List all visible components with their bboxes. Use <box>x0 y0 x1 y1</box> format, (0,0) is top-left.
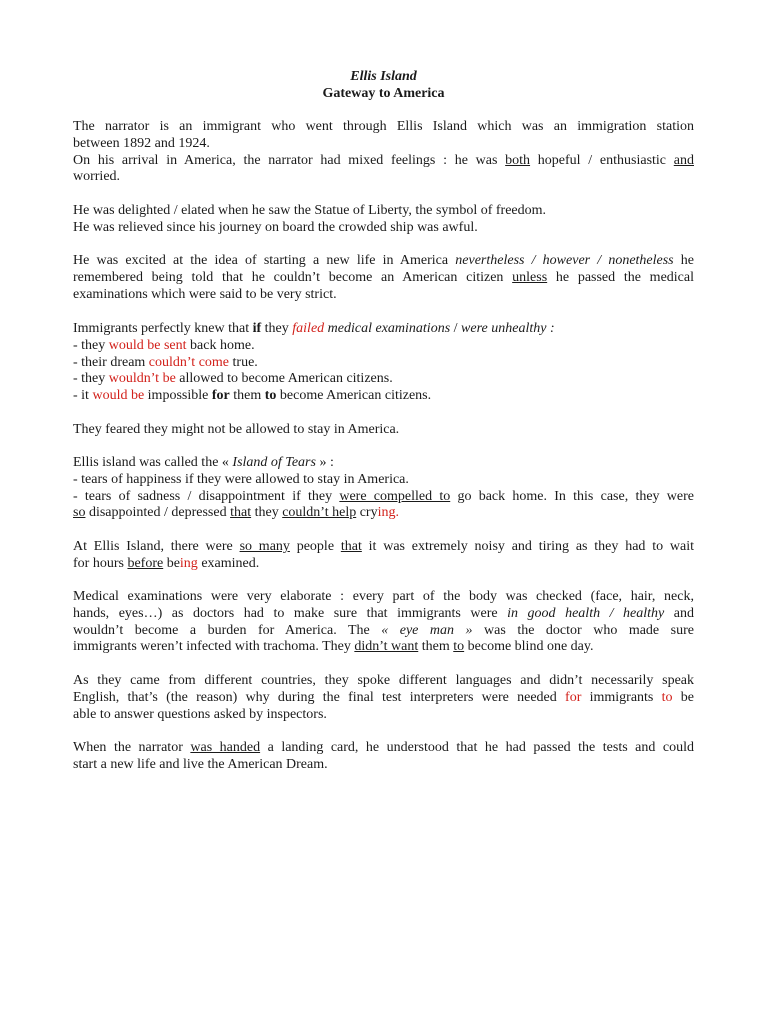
underlined-phrase: were compelled to <box>339 488 451 504</box>
highlighted-suffix: ing. <box>377 505 399 521</box>
title-line-1: Ellis Island <box>350 69 417 84</box>
highlighted-phrase: wouldn’t be <box>108 371 176 387</box>
bullet-line: - it would be impossible for them to become American citizens. <box>73 388 432 404</box>
italic-phrase: « eye man » <box>381 622 473 638</box>
text-line: At Ellis Island, there were so many people that it was extremely noisy and tiring as they had to wait <box>73 539 694 554</box>
title-line-2: Gateway to America <box>322 85 445 101</box>
italic-phrase: in good health / healthy <box>507 605 665 621</box>
underlined-word: and <box>673 152 694 168</box>
text-line: Medical examinations were very elaborate : every part of the body was checked (face, hair, neck, <box>73 589 694 604</box>
highlighted-phrase: would be sent <box>108 337 187 353</box>
text-line: between 1892 and 1924. <box>73 135 210 151</box>
text-line: wouldn’t become a burden for America. The « eye man » was the doctor who made sure <box>73 622 694 638</box>
bullet-line: - they wouldn’t be allowed to become American citizens. <box>73 371 393 387</box>
paragraph-2 <box>73 203 694 237</box>
text-line: The narrator is an immigrant who went through Ellis Island which was an immigration station <box>73 119 694 134</box>
paragraph-3 <box>73 253 694 303</box>
underlined-word: unless <box>512 269 548 285</box>
paragraph-5 <box>73 422 694 439</box>
text-line: Ellis island was called the « Island of Tears » : <box>73 455 334 470</box>
text-line: immigrants weren’t infected with trachoma. They didn’t want them to become blind one day. <box>73 639 594 655</box>
text-line: able to answer questions asked by inspectors. <box>73 706 327 722</box>
text-line: remembered being told that he couldn’t become an American citizen unless he passed the medical <box>73 269 694 285</box>
highlighted-phrase: would be <box>92 388 145 404</box>
text-line: for hours before being examined. <box>73 555 260 571</box>
bullet-line: - they would be sent back home. <box>73 337 255 353</box>
paragraph-1 <box>73 119 694 186</box>
italic-phrase: Island of Tears <box>232 455 316 470</box>
underlined-phrase: was handed <box>190 740 261 755</box>
highlighted-word: for <box>565 689 582 705</box>
text-line: He was delighted / elated when he saw the Statue of Liberty, the symbol of freedom. <box>73 203 547 218</box>
highlighted-word: to <box>661 689 673 705</box>
text-line: hands, eyes…) as doctors had to make sure that immigrants were in good health / healthy and <box>73 605 694 621</box>
document-title <box>73 69 694 103</box>
text-line: He was excited at the idea of starting a new life in America nevertheless / however / nonetheless he <box>73 253 695 268</box>
highlighted-word: failed <box>292 321 325 336</box>
text-line: examinations which were said to be very strict. <box>73 286 337 302</box>
text-line: - tears of sadness / disappointment if they were compelled to go back home. In this case, they were <box>73 488 694 504</box>
text-line: so disappointed / depressed that they couldn’t help crying. <box>73 505 399 521</box>
paragraph-10 <box>73 740 694 774</box>
text-line: On his arrival in America, the narrator had mixed feelings : he was both hopeful / enthusiastic and <box>73 152 694 168</box>
text-line: start a new life and live the American Dream. <box>73 756 328 772</box>
underlined-word: both <box>505 152 531 168</box>
italic-phrase: nevertheless / however / nonetheless <box>455 253 674 268</box>
highlighted-suffix: ing <box>179 555 198 571</box>
text-line: As they came from different countries, they spoke different languages and didn’t necessarily speak <box>73 673 694 688</box>
paragraph-6 <box>73 455 694 522</box>
text-line: - tears of happiness if they were allowed to stay in America. <box>73 471 409 487</box>
text-line: He was relieved since his journey on board the crowded ship was awful. <box>73 219 478 235</box>
text-line: They feared they might not be allowed to stay in America. <box>73 422 400 437</box>
paragraph-4 <box>73 321 694 405</box>
text-line: When the narrator was handed a landing card, he understood that he had passed the tests and could <box>73 740 695 755</box>
text-line: worried. <box>73 169 121 185</box>
paragraph-9 <box>73 673 694 723</box>
paragraph-7 <box>73 539 694 573</box>
text-line: Immigrants perfectly knew that if they failed medical examinations / were unhealthy : <box>73 321 555 336</box>
highlighted-phrase: couldn’t come <box>148 354 230 370</box>
bullet-line: - their dream couldn’t come true. <box>73 354 258 370</box>
text-line: English, that’s (the reason) why during the final test interpreters were needed for immigrants to be <box>73 689 694 705</box>
paragraph-8 <box>73 589 694 656</box>
